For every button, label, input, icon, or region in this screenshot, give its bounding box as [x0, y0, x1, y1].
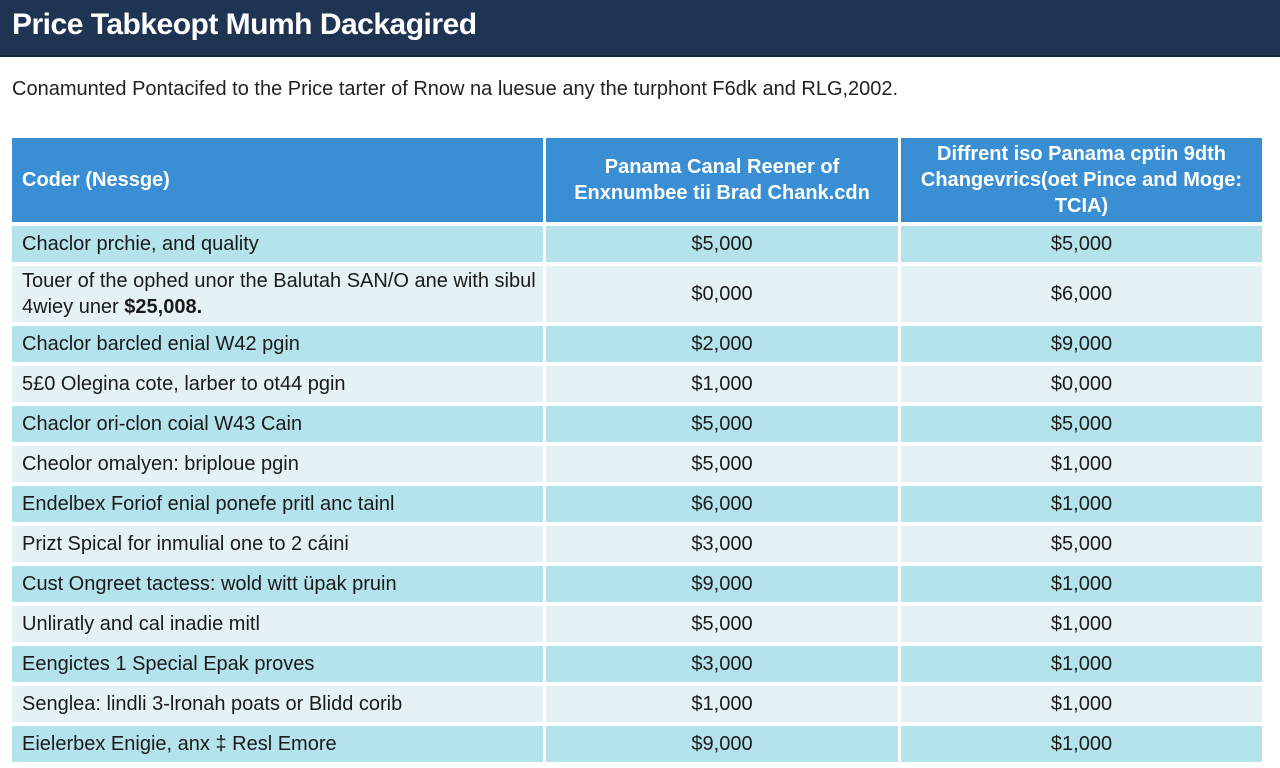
- table-row: [12, 566, 1262, 602]
- row-label-text: Touer of the ophed unor the Balutah SAN/O ane with sibul 4wiey uner: [22, 270, 536, 318]
- price-cell: $9,000: [901, 326, 1262, 362]
- table-row: [12, 326, 1262, 362]
- price-table: [12, 138, 1262, 766]
- column-header: Coder (Nessge): [12, 138, 543, 222]
- table-row: [12, 526, 1262, 562]
- row-label: [12, 366, 543, 402]
- price-cell: $5,000: [546, 446, 898, 482]
- row-label: [12, 566, 543, 602]
- row-label: [12, 646, 543, 682]
- price-cell: $1,000: [901, 686, 1262, 722]
- row-label: [12, 266, 543, 322]
- table-row: [12, 486, 1262, 522]
- column-header: Panama Canal Reener of Enxnumbee tii Brad Chank.cdn: [546, 138, 898, 222]
- row-label-text: Chaclor ori-clon coial W43 Cain: [22, 413, 303, 435]
- table-row: [12, 226, 1262, 262]
- price-cell: $3,000: [546, 646, 898, 682]
- page-title: Price Tabkeopt Mumh Dackagired: [12, 8, 477, 41]
- price-cell: $1,000: [901, 446, 1262, 482]
- row-label-text: Senglea: lindli 3-lronah poats or Blidd corib: [22, 693, 403, 715]
- price-cell: $1,000: [546, 686, 898, 722]
- row-label: [12, 686, 543, 722]
- price-cell: $9,000: [546, 566, 898, 602]
- price-cell: $1,000: [901, 646, 1262, 682]
- row-label: [12, 526, 543, 562]
- price-cell: $6,000: [901, 266, 1262, 322]
- table-row: [12, 606, 1262, 642]
- table-row: [12, 366, 1262, 402]
- row-label-amount: $25,008.: [124, 296, 203, 318]
- column-header: Diffrent iso Panama cptin 9dth Changevrics(oet Pince and Moge: TCIA): [901, 138, 1262, 222]
- table-row: [12, 726, 1262, 762]
- price-cell: $1,000: [546, 366, 898, 402]
- page-subtitle: Conamunted Pontacifed to the Price tarter of Rnow na luesue any the turphont F6dk and RLG,2002.: [12, 78, 899, 100]
- row-label: [12, 226, 543, 262]
- row-label: [12, 406, 543, 442]
- row-label-text: Chaclor barcled enial W42 pgin: [22, 333, 300, 355]
- row-label: [12, 446, 543, 482]
- row-label: [12, 326, 543, 362]
- price-cell: $3,000: [546, 526, 898, 562]
- table-row: [12, 446, 1262, 482]
- table-row: [12, 266, 1262, 322]
- price-cell: $0,000: [901, 366, 1262, 402]
- price-cell: $5,000: [546, 226, 898, 262]
- row-label-text: Unliratly and cal inadie mitl: [22, 613, 260, 635]
- price-cell: $5,000: [901, 226, 1262, 262]
- price-cell: $1,000: [901, 486, 1262, 522]
- row-label-text: Eielerbex Enigie, anx ‡ Resl Emore: [22, 733, 337, 755]
- row-label-text: Prizt Spical for inmulial one to 2 cáini: [22, 533, 349, 555]
- table-row: [12, 406, 1262, 442]
- price-cell: $6,000: [546, 486, 898, 522]
- row-label-text: Cust Ongreet tactess: wold witt üpak pruin: [22, 573, 397, 595]
- table-header-row: [12, 138, 1262, 222]
- row-label-text: Endelbex Foriof enial ponefe pritl anc tainl: [22, 493, 395, 515]
- price-cell: $2,000: [546, 326, 898, 362]
- price-cell: $1,000: [901, 606, 1262, 642]
- row-label: [12, 486, 543, 522]
- price-cell: $1,000: [901, 566, 1262, 602]
- price-cell: $5,000: [546, 406, 898, 442]
- row-label-text: Eengictes 1 Special Epak proves: [22, 653, 315, 675]
- price-cell: $5,000: [546, 606, 898, 642]
- row-label-text: Chaclor prchie, and quality: [22, 233, 259, 255]
- row-label-text: Cheolor omalyen: briploue pgin: [22, 453, 299, 475]
- table-row: [12, 686, 1262, 722]
- price-cell: $5,000: [901, 406, 1262, 442]
- row-label-text: 5£0 Olegina cote, larber to ot44 pgin: [22, 373, 346, 395]
- price-cell: $5,000: [901, 526, 1262, 562]
- price-cell: $1,000: [901, 726, 1262, 762]
- price-cell: $9,000: [546, 726, 898, 762]
- price-cell: $0,000: [546, 266, 898, 322]
- row-label: [12, 606, 543, 642]
- row-label: [12, 726, 543, 762]
- title-bar: [0, 0, 1280, 57]
- table-row: [12, 646, 1262, 682]
